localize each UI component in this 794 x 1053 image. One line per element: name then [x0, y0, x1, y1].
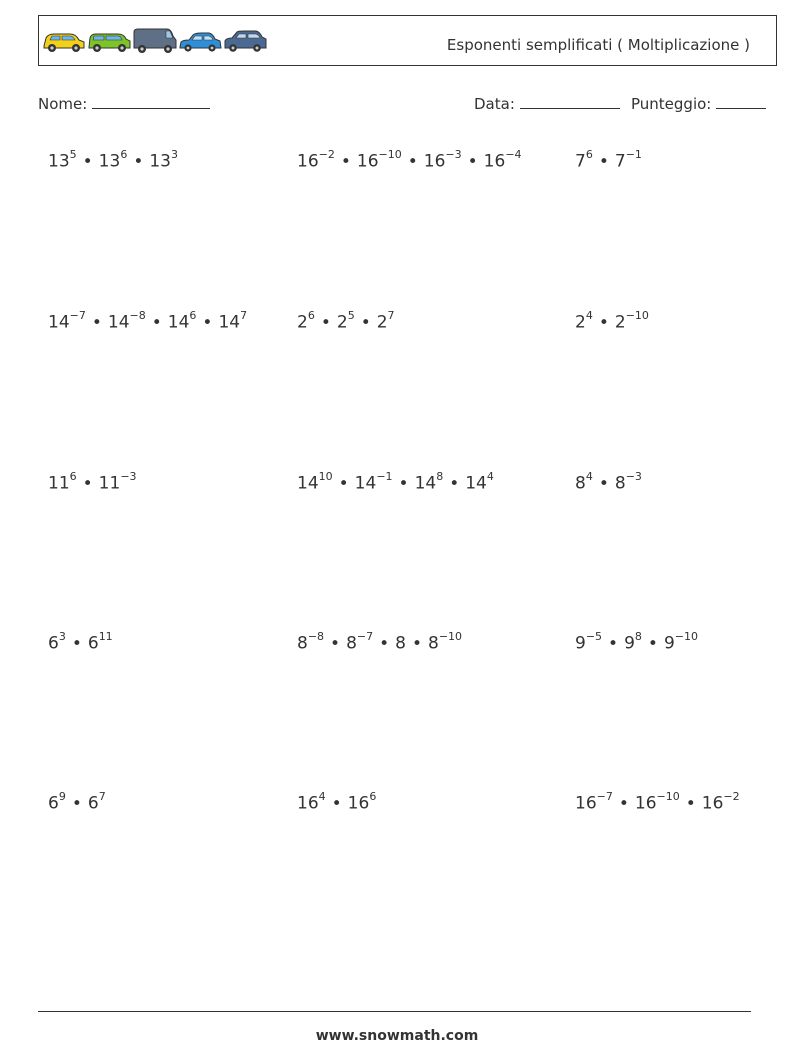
base: 16	[297, 151, 319, 172]
base: 14	[354, 473, 377, 494]
name-field[interactable]	[38, 94, 210, 113]
base: 14	[107, 312, 130, 333]
base: 16	[634, 793, 657, 814]
score-blank[interactable]	[716, 94, 766, 109]
base: 16	[347, 793, 370, 814]
exponent: 5	[347, 309, 355, 322]
base: 16	[423, 151, 446, 172]
exponent: −3	[625, 470, 642, 483]
multiply-dot: •	[330, 633, 341, 654]
multiply-dot: •	[608, 633, 619, 654]
base: 8	[428, 633, 439, 654]
base: 11	[48, 473, 70, 494]
multiply-dot: •	[407, 151, 418, 172]
problem	[48, 150, 178, 172]
multiply-dot: •	[618, 793, 629, 814]
yellow-car-icon	[44, 34, 84, 52]
exponent: −4	[505, 148, 522, 161]
exponent: 6	[120, 148, 128, 161]
exponent: −8	[129, 309, 146, 322]
worksheet-title: Esponenti semplificati ( Moltiplicazione )	[446, 36, 750, 54]
exponent: 4	[585, 309, 593, 322]
base: 13	[98, 151, 121, 172]
multiply-dot: •	[449, 473, 460, 494]
base: 2	[297, 312, 308, 333]
base: 9	[624, 633, 635, 654]
problem	[48, 472, 137, 494]
exponent: −3	[120, 470, 137, 483]
multiply-dot: •	[71, 793, 82, 814]
base: 8	[395, 633, 406, 654]
base: 16	[483, 151, 506, 172]
base: 6	[87, 793, 99, 814]
exponent: 7	[98, 790, 106, 803]
multiply-dot: •	[320, 312, 331, 333]
exponent: −1	[376, 470, 393, 483]
exponent: −10	[656, 790, 680, 803]
exponent: −1	[625, 148, 642, 161]
exponent: 8	[634, 630, 642, 643]
base: 14	[48, 312, 70, 333]
exponent: −10	[674, 630, 698, 643]
problem	[575, 632, 698, 654]
exponent: 4	[585, 470, 593, 483]
exponent: 7	[240, 309, 248, 322]
problem	[297, 472, 494, 494]
exponent: 4	[318, 790, 326, 803]
worksheet-header	[38, 15, 777, 66]
exponent: −3	[445, 148, 462, 161]
multiply-dot: •	[82, 473, 93, 494]
exponent: 6	[189, 309, 197, 322]
base: 16	[701, 793, 724, 814]
exponent: −8	[307, 630, 325, 643]
base: 2	[575, 312, 586, 333]
exponent: −10	[625, 309, 649, 322]
base: 9	[575, 633, 586, 654]
multiply-dot: •	[133, 151, 144, 172]
footer-divider	[38, 1011, 751, 1012]
multiply-dot: •	[71, 633, 82, 654]
base: 14	[465, 473, 487, 494]
base: 14	[297, 473, 319, 494]
blue-car-icon	[180, 33, 221, 52]
multiply-dot: •	[411, 633, 423, 654]
exponent: 5	[69, 148, 77, 161]
base: 8	[575, 473, 586, 494]
multiply-dot: •	[151, 312, 162, 333]
problem	[297, 792, 376, 814]
problem	[48, 632, 113, 654]
multiply-dot: •	[598, 473, 609, 494]
green-car-icon	[89, 34, 130, 52]
base: 7	[614, 151, 626, 172]
footer-website: www.snowmath.com	[315, 1028, 479, 1044]
multiply-dot: •	[82, 151, 93, 172]
multiply-dot: •	[338, 473, 349, 494]
base: 14	[167, 312, 190, 333]
exponent: 6	[369, 790, 377, 803]
exponent: 3	[58, 630, 66, 643]
base: 6	[48, 793, 59, 814]
date-blank[interactable]	[520, 94, 620, 109]
multiply-dot: •	[379, 633, 390, 654]
date-field[interactable]	[474, 94, 620, 113]
base: 8	[297, 633, 308, 654]
gray-van-icon	[134, 29, 176, 53]
exponent: −5	[585, 630, 603, 643]
multiply-dot: •	[360, 312, 371, 333]
name-blank[interactable]	[92, 94, 210, 109]
exponent: −7	[596, 790, 613, 803]
dark-car-icon	[225, 31, 266, 52]
base: 16	[575, 793, 597, 814]
base: 2	[376, 312, 388, 333]
multiply-dot: •	[91, 312, 102, 333]
problem	[297, 150, 522, 172]
exponent: 7	[387, 309, 395, 322]
multiply-dot: •	[331, 793, 342, 814]
exponent: 10	[318, 470, 333, 483]
exponent: −7	[69, 309, 86, 322]
exponent: 9	[58, 790, 66, 803]
problem	[48, 792, 106, 814]
exponent: −7	[356, 630, 374, 643]
base: 16	[356, 151, 379, 172]
multiply-dot: •	[340, 151, 351, 172]
base: 8	[614, 473, 626, 494]
problem	[575, 311, 649, 333]
base: 7	[575, 151, 586, 172]
exponent: −10	[438, 630, 463, 643]
problem	[575, 472, 642, 494]
base: 6	[87, 633, 99, 654]
multiply-dot: •	[598, 312, 609, 333]
exponent: −2	[723, 790, 740, 803]
problem	[575, 150, 642, 172]
base: 6	[48, 633, 59, 654]
multiply-dot: •	[467, 151, 478, 172]
exponent: 8	[436, 470, 444, 483]
problem	[48, 311, 247, 333]
base: 16	[297, 793, 319, 814]
exponent: 4	[486, 470, 494, 483]
exponent: 3	[170, 148, 178, 161]
name-label: Nome:	[38, 95, 88, 113]
base: 9	[663, 633, 675, 654]
multiply-dot: •	[398, 473, 409, 494]
base: 2	[614, 312, 626, 333]
problem	[297, 311, 395, 333]
exponent: 6	[69, 470, 77, 483]
exponent: 11	[98, 630, 113, 643]
base: 14	[218, 312, 241, 333]
score-label: Punteggio:	[631, 95, 712, 113]
base: 2	[336, 312, 348, 333]
problem	[297, 632, 462, 654]
multiply-dot: •	[598, 151, 609, 172]
base: 14	[414, 473, 437, 494]
cars-illustration	[42, 28, 267, 54]
problem	[575, 792, 740, 814]
exponent: 6	[307, 309, 315, 322]
base: 13	[48, 151, 70, 172]
multiply-dot: •	[685, 793, 696, 814]
base: 13	[149, 151, 171, 172]
exponent: 6	[585, 148, 593, 161]
score-field[interactable]	[631, 94, 766, 113]
date-label: Data:	[474, 95, 515, 113]
exponent: −2	[318, 148, 335, 161]
multiply-dot: •	[647, 633, 658, 654]
base: 8	[346, 633, 357, 654]
multiply-dot: •	[202, 312, 213, 333]
exponent: −10	[378, 148, 402, 161]
base: 11	[98, 473, 121, 494]
